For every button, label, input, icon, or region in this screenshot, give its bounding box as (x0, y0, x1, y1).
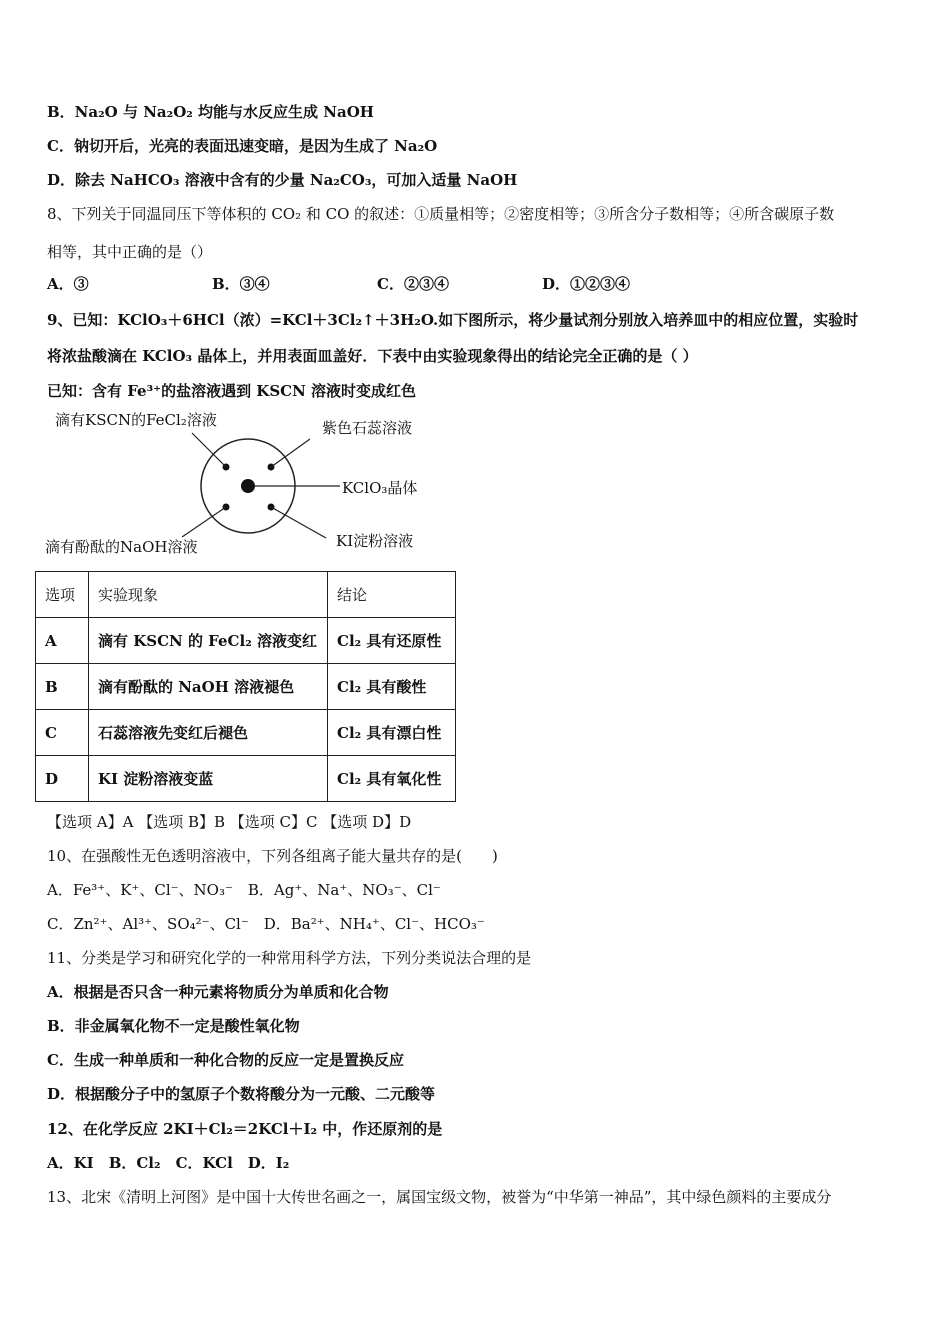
q9-stem-line1: 9、已知：KClO₃＋6HCl（浓）=KCl＋3Cl₂↑＋3H₂O.如下图所示，将少量试剂分别放入培养皿中的相应位置，实验时 (47, 311, 859, 329)
table-row (36, 618, 456, 664)
label-fecl2: 滴有KSCN的FeCl₂溶液 (55, 411, 217, 429)
label-kclo3: KClO₃晶体 (342, 479, 418, 497)
q7-option-d: D．除去 NaHCO₃ 溶液中含有的少量 Na₂CO₃，可加入适量 NaOH (47, 171, 518, 189)
table-cell: C (36, 710, 89, 756)
petri-dish-diagram (40, 405, 440, 565)
table-cell: 滴有酚酞的 NaOH 溶液褪色 (89, 664, 328, 710)
table-row (36, 756, 456, 802)
table-cell: Cl₂ 具有漂白性 (328, 710, 456, 756)
table-cell: Cl₂ 具有还原性 (328, 618, 456, 664)
table-row (36, 710, 456, 756)
table-header-cell: 实验现象 (89, 572, 328, 618)
q8-option-d: D．①②③④ (542, 275, 631, 293)
table-cell: A (36, 618, 89, 664)
q7-option-c: C．钠切开后，光亮的表面迅速变暗，是因为生成了 Na₂O (47, 137, 438, 155)
label-naoh: 滴有酚酞的NaOH溶液 (45, 538, 198, 556)
q10-options-ab: A．Fe³⁺、K⁺、Cl⁻、NO₃⁻ B．Ag⁺、Na⁺、NO₃⁻、Cl⁻ (47, 881, 441, 899)
q11-option-c: C．生成一种单质和一种化合物的反应一定是置换反应 (47, 1051, 404, 1069)
table-cell: D (36, 756, 89, 802)
label-litmus: 紫色石蕊溶液 (322, 419, 413, 437)
q8-option-c: C．②③④ (377, 275, 449, 293)
q8-option-b: B．③④ (212, 275, 270, 293)
q11-option-d: D．根据酸分子中的氢原子个数将酸分为一元酸、二元酸等 (47, 1085, 436, 1103)
q11-option-b: B．非金属氧化物不一定是酸性氧化物 (47, 1017, 300, 1035)
table-header-row (36, 572, 456, 618)
q12-options: A．KI B．Cl₂ C．KCl D．I₂ (47, 1154, 290, 1172)
table-cell: 滴有 KSCN 的 FeCl₂ 溶液变红 (89, 618, 328, 664)
q10-options-cd: C．Zn²⁺、Al³⁺、SO₄²⁻、Cl⁻ D．Ba²⁺、NH₄⁺、Cl⁻、HCO₃⁻ (47, 915, 485, 933)
q11-stem: 11、分类是学习和研究化学的一种常用科学方法，下列分类说法合理的是 (47, 949, 532, 967)
q12-stem: 12、在化学反应 2KI＋Cl₂＝2KCl＋I₂ 中，作还原剂的是 (47, 1120, 443, 1138)
table-cell: B (36, 664, 89, 710)
q8-stem-line1: 8、下列关于同温同压下等体积的 CO₂ 和 CO 的叙述：①质量相等；②密度相等；③所含分子数相等；④所含碳原子数 (47, 205, 835, 223)
table-cell: Cl₂ 具有酸性 (328, 664, 456, 710)
table-header-cell: 选项 (36, 572, 89, 618)
table-row (36, 664, 456, 710)
label-ki: KI淀粉溶液 (336, 532, 414, 550)
q13-stem: 13、北宋《清明上河图》是中国十大传世名画之一，属国宝级文物，被誉为“中华第一神品”，其中绿色颜料的主要成分 (47, 1188, 832, 1206)
q10-stem: 10、在强酸性无色透明溶液中，下列各组离子能大量共存的是( ) (47, 847, 498, 865)
q8-option-a: A．③ (47, 275, 89, 293)
q9-note: 已知：含有 Fe³⁺的盐溶液遇到 KSCN 溶液时变成红色 (47, 382, 417, 400)
q9-options: 【选项 A】A 【选项 B】B 【选项 C】C 【选项 D】D (47, 813, 412, 831)
table-header-cell: 结论 (328, 572, 456, 618)
q9-stem-line2: 将浓盐酸滴在 KClO₃ 晶体上，并用表面皿盖好．下表中由实验现象得出的结论完全正确的是（ ） (47, 347, 698, 365)
kclo3-dot (241, 479, 255, 493)
experiment-table (35, 571, 456, 802)
q8-stem-line2: 相等，其中正确的是（） (47, 243, 213, 261)
table-cell: 石蕊溶液先变红后褪色 (89, 710, 328, 756)
table-cell: KI 淀粉溶液变蓝 (89, 756, 328, 802)
table-cell: Cl₂ 具有氧化性 (328, 756, 456, 802)
q7-option-b: B．Na₂O 与 Na₂O₂ 均能与水反应生成 NaOH (47, 103, 374, 121)
q11-option-a: A．根据是否只含一种元素将物质分为单质和化合物 (47, 983, 389, 1001)
